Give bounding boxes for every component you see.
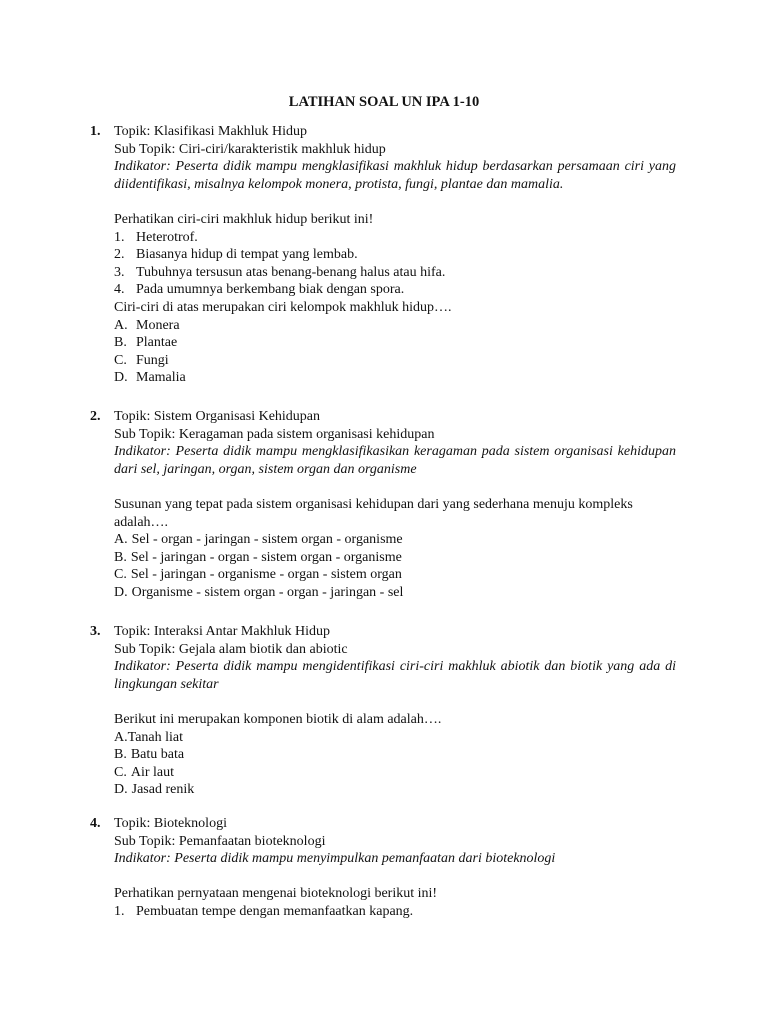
question-1 [90,123,680,387]
statement-list [114,229,676,299]
option-c: C. Air laut [114,764,174,780]
answer-options [114,317,676,387]
statement-list [114,903,676,921]
list-item: 4. Pada umumnya berkembang biak dengan spora. [114,282,405,298]
question-stem: Perhatikan pernyataan mengenai bioteknologi berikut ini! [114,886,438,902]
option-c: C. Fungi [114,352,169,368]
question-subtopic: Sub Topik: Keragaman pada sistem organisasi kehidupan [114,426,435,442]
option-d: D. Mamalia [114,370,186,386]
answer-options [114,729,676,799]
option-d: D. Jasad renik [114,782,195,798]
question-stem: Perhatikan ciri-ciri makhluk hidup berikut ini! [114,211,374,227]
question-topic: Topik: Klasifikasi Makhluk Hidup [114,124,308,139]
option-b: B. Sel - jaringan - organ - sistem organ - organisme [114,549,402,565]
question-subtopic: Sub Topik: Ciri-ciri/karakteristik makhluk hidup [114,141,386,157]
question-text: Susunan yang tepat pada sistem organisasi kehidupan dari yang sederhana menuju kompleks adalah…. [114,496,633,530]
question-indicator: Indikator: Peserta didik mampu mengklasifikasi makhluk hidup berdasarkan persamaan ciri yang diidentifikasi, misalnya kelompok monera, protista, fungi, plantae dan mamalia. [114,159,676,192]
option-a: A. Monera [114,317,180,333]
question-2 [90,408,680,602]
list-item: 1. Heterotrof. [114,229,198,245]
question-number: 4. [90,816,101,831]
question-subtopic: Sub Topik: Pemanfaatan bioteknologi [114,833,326,849]
option-b: B. Batu bata [114,747,185,763]
question-text: Berikut ini merupakan komponen biotik di alam adalah…. [114,711,442,727]
option-d: D. Organisme - sistem organ - organ - jaringan - sel [114,584,404,600]
document-title: LATIHAN SOAL UN IPA 1-10 [288,94,480,110]
option-a: A.Tanah liat [114,729,184,745]
option-c: C. Sel - jaringan - organisme - organ - sistem organ [114,567,402,583]
question-topic: Topik: Sistem Organisasi Kehidupan [114,409,321,424]
list-item: 3. Tubuhnya tersusun atas benang-benang halus atau hifa. [114,264,446,280]
option-a: A. Sel - organ - jaringan - sistem organ - organisme [114,532,403,548]
question-indicator: Indikator: Peserta didik mampu mengklasifikasikan keragaman pada sistem organisasi kehidupan dari sel, jaringan, organ, sistem organ dan organisme [114,444,676,477]
answer-options [114,531,676,601]
question-number: 3. [90,624,101,639]
question-indicator: Indikator: Peserta didik mampu menyimpulkan pemanfaatan dari bioteknologi [114,851,556,867]
question-4 [90,815,680,921]
question-subtopic: Sub Topik: Gejala alam biotik dan abiotic [114,641,348,657]
question-topic: Topik: Bioteknologi [114,816,227,831]
question-number: 2. [90,409,101,424]
question-text: Ciri-ciri di atas merupakan ciri kelompok makhluk hidup…. [114,299,452,315]
list-item: 2. Biasanya hidup di tempat yang lembab. [114,247,358,263]
option-b: B. Plantae [114,335,178,351]
list-item: 1. Pembuatan tempe dengan memanfaatkan kapang. [114,903,414,919]
question-3 [90,623,680,799]
question-topic: Topik: Interaksi Antar Makhluk Hidup [114,624,330,639]
question-indicator: Indikator: Peserta didik mampu mengidentifikasi ciri-ciri makhluk abiotik dan biotik yang ada di lingkungan sekitar [114,659,676,692]
question-number: 1. [90,124,101,139]
